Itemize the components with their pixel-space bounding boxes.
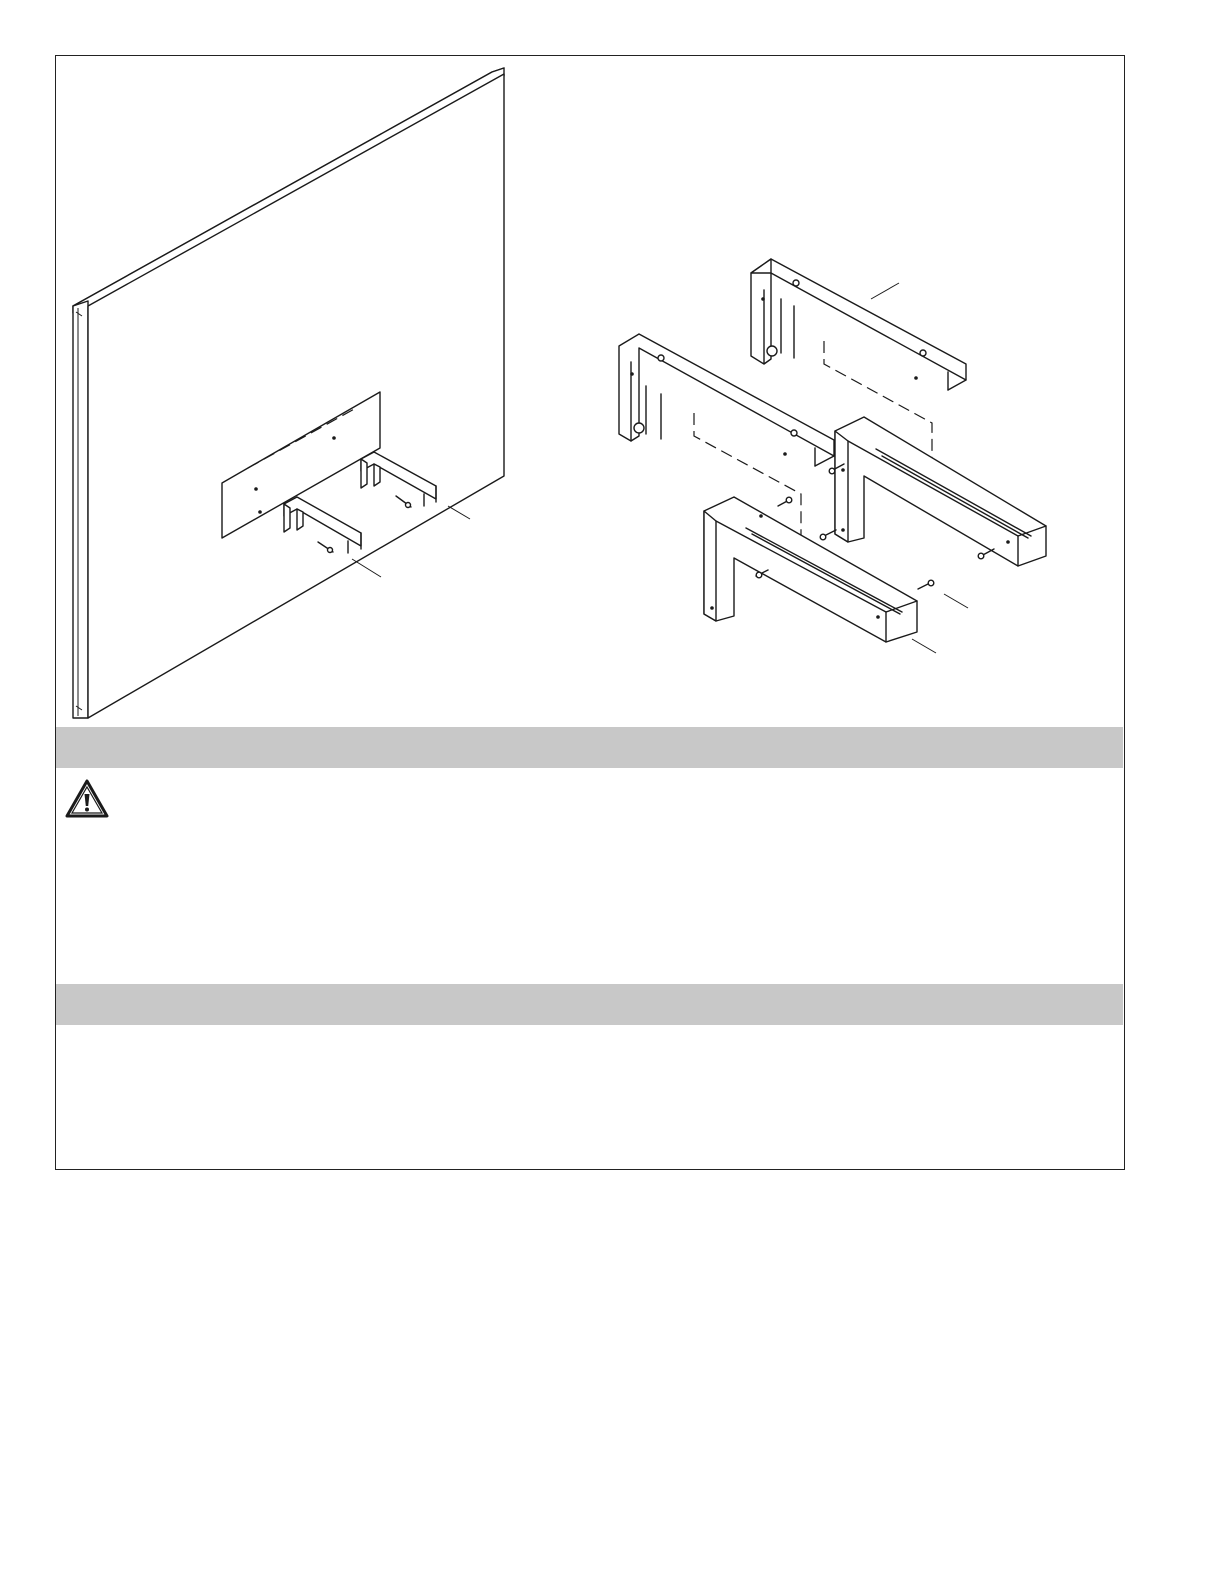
section-header-bar-2 [56,984,1123,1025]
instruction-frame [55,55,1125,1170]
assembly-illustration [56,56,1126,726]
rear-support-bracket [751,259,966,390]
front-support-bracket [619,334,834,466]
rear-shelf-rail [835,417,1046,566]
section-header-bar [56,727,1123,768]
front-shelf-rail [704,492,917,642]
wall-panel [73,68,504,718]
warning-triangle-icon [64,778,110,820]
